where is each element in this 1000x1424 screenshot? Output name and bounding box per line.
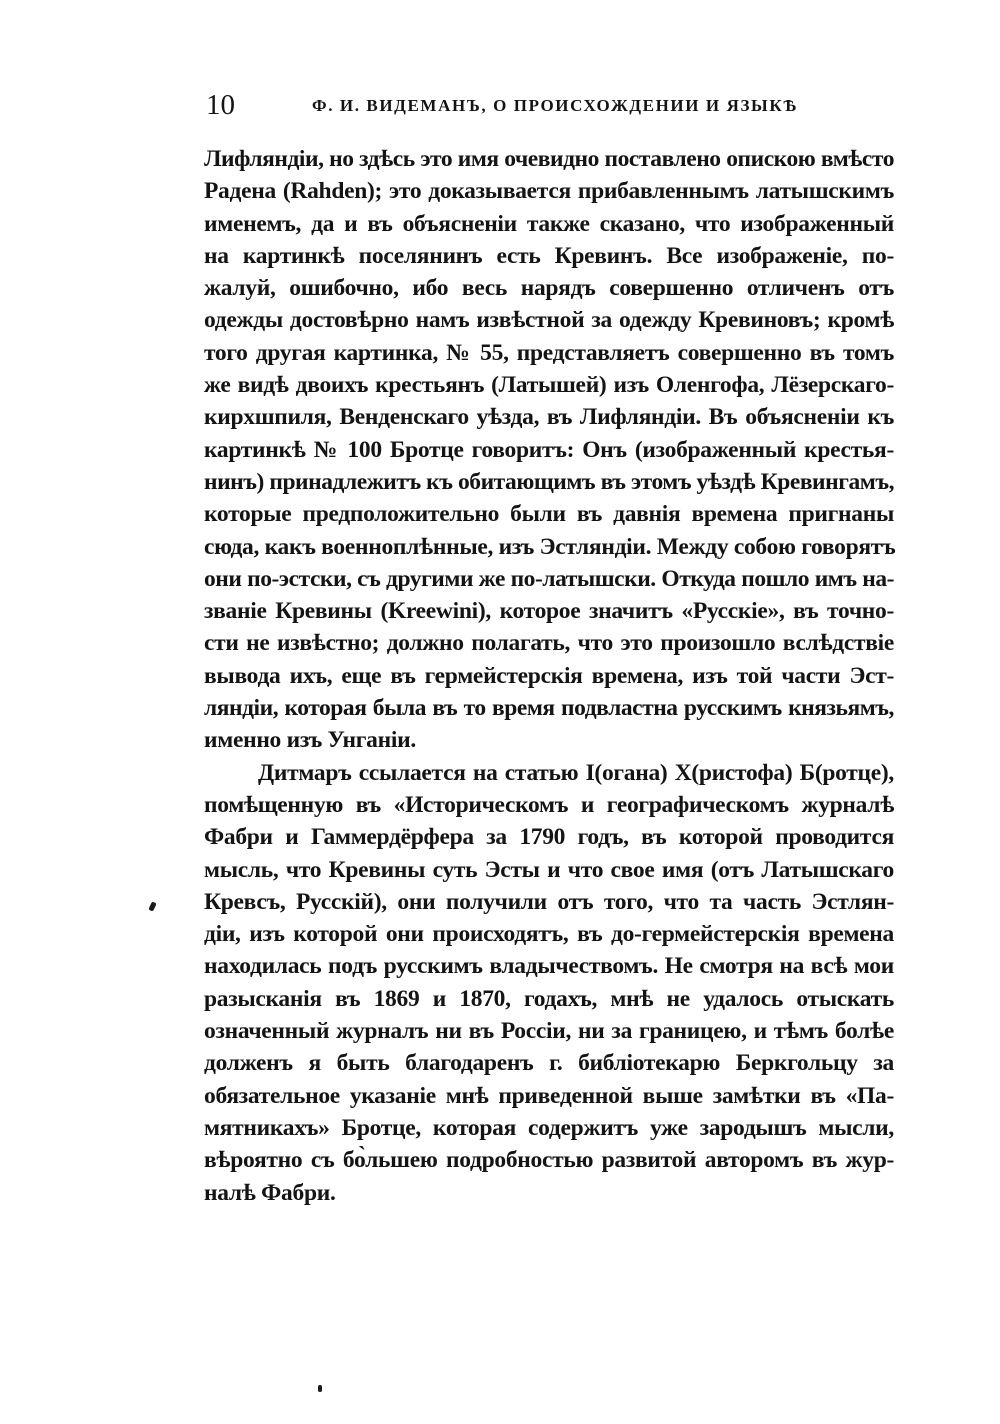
- text-line: Дитмаръ ссылается на статью І(огана) Х(ристофа) Б(ротце),: [258, 759, 894, 786]
- text-line: же видѣ двоихъ крестьянъ (Латышей) изъ Оленгофа, Лёзерскаго-: [204, 372, 894, 399]
- text-line: вѣроятно съ бо̀льшею подробностью развитой авторомъ въ жур-: [204, 1147, 894, 1174]
- paragraph-2: [204, 757, 894, 1209]
- text-line: Кревсъ, Русскій), они получили отъ того, что та часть Эстлян-: [204, 888, 894, 915]
- text-line: вывода ихъ, еще въ гермейстерскія времена, изъ той части Эст-: [204, 662, 894, 689]
- text-line: они по-эстски, съ другими же по-латышски. Откуда пошло имъ на-: [204, 565, 894, 592]
- text-line: именно изъ Унганіи.: [204, 727, 416, 754]
- page-number: 10: [206, 89, 235, 121]
- text-line: на картинкѣ поселянинъ есть Кревинъ. Все изображеніе, по-: [204, 242, 894, 269]
- body-text: [204, 143, 894, 1209]
- text-line: разысканія въ 1869 и 1870, годахъ, мнѣ не удалось отыскать: [204, 985, 894, 1012]
- text-line: означенный журналъ ни въ Россіи, ни за границею, и тѣмъ болѣе: [204, 1018, 894, 1045]
- text-line: долженъ я быть благодаренъ г. библіотекарю Беркгольцу за: [204, 1050, 894, 1077]
- text-line: сюда, какъ военноплѣнные, изъ Эстляндіи. Между собою говорятъ: [204, 533, 896, 560]
- text-line: нинъ) принадлежитъ къ обитающимъ въ этомъ уѣздѣ Кревингамъ,: [204, 468, 894, 495]
- text-line: званіе Кревины (Kreewini), которое значитъ «Русскіе», въ точно-: [204, 598, 894, 625]
- text-line: именемъ, да и въ объясненіи также сказано, что изображенный: [204, 210, 894, 237]
- text-line: сти не извѣстно; должно полагать, что это произошло вслѣдствіе: [204, 630, 894, 657]
- margin-ink-speck: [148, 901, 156, 911]
- text-line: мятникахъ» Бротце, которая содержитъ уже зародышъ мысли,: [204, 1114, 894, 1141]
- text-line: діи, изъ которой они происходятъ, въ до-гермейстерскія времена: [204, 921, 894, 948]
- text-line: ляндіи, которая была въ то время подвластна русскимъ князьямъ,: [204, 695, 894, 722]
- text-line: находилась подъ русскимъ владычествомъ. Не смотря на всѣ мои: [204, 953, 894, 980]
- text-line: которые предположительно были въ давнія времена пригнаны: [204, 501, 894, 528]
- text-line: того другая картинка, № 55, представляетъ совершенно въ томъ: [204, 339, 894, 366]
- text-line: одежды достовѣрно намъ извѣстной за одежду Кревиновъ; кромѣ: [204, 307, 894, 334]
- text-line: жалуй, ошибочно, ибо весь нарядъ совершенно отличенъ отъ: [204, 275, 894, 302]
- text-line: Фабри и Гаммердёрфера за 1790 годъ, въ которой проводится: [204, 824, 894, 851]
- running-header: [206, 88, 896, 122]
- text-line: мысль, что Кревины суть Эсты и что свое имя (отъ Латышскаго: [204, 856, 894, 883]
- text-line: кирхшпиля, Венденскаго уѣзда, въ Лифляндіи. Въ объясненіи къ: [204, 404, 894, 431]
- text-line: обязательное указаніе мнѣ приведенной выше замѣтки въ «Па-: [204, 1082, 894, 1109]
- text-line: помѣщенную въ «Историческомъ и географическомъ журналѣ: [204, 791, 894, 818]
- text-line: Лифляндіи, но здѣсь это имя очевидно поставлено опискою вмѣсто: [204, 146, 894, 172]
- running-title: Ф. И. ВИДЕМАНЪ, О ПРОИСХОЖДЕНИИ И ЯЗЫКѢ: [312, 96, 798, 115]
- text-line: картинкѣ № 100 Бротце говоритъ: Онъ (изображенный крестья-: [204, 436, 894, 463]
- paragraph-1: [204, 143, 894, 757]
- text-line: Радена (Rahden); это доказывается прибавленнымъ латышскимъ: [204, 178, 894, 205]
- bottom-ink-speck: [318, 1385, 322, 1392]
- text-line: налѣ Фабри.: [204, 1179, 336, 1206]
